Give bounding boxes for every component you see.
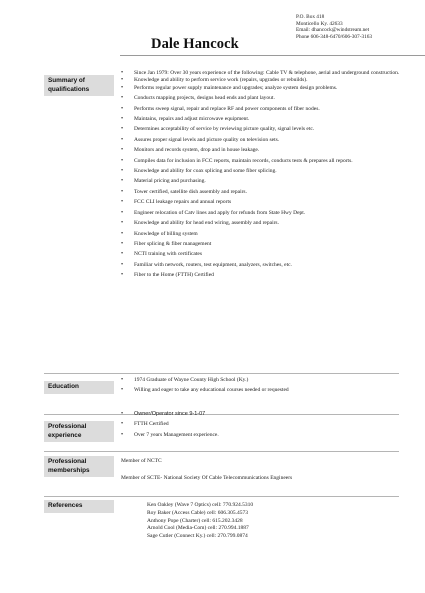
list-item: • Willing and eager to take any educational courses needed or requested — [121, 387, 289, 394]
section-heading-summary — [44, 75, 114, 96]
list-item: • 1974 Graduate of Wayne County High School (Ky.) — [121, 377, 249, 383]
education-list — [119, 377, 401, 395]
reference-item: Arnold Cool (Media-Com) cell: 270.994.1887 — [147, 525, 249, 532]
list-item: • Performs regular power supply maintenance and upgrades; analyze system design problems. — [121, 84, 338, 91]
section-heading-experience-line2: experience — [48, 431, 82, 439]
header-divider — [120, 55, 425, 56]
membership-nctc: Member of NCTC — [121, 458, 162, 464]
list-item: • Owner/Operator since 9-1-07 — [121, 411, 206, 417]
section-heading-memberships-line1: Professional — [48, 458, 87, 465]
list-item: • Maintains, repairs and adjust microwave equipment. — [121, 116, 250, 123]
contact-email: Email: dhancock@windstream.net — [296, 27, 370, 34]
membership-scte: Member of SCTE- National Society Of Cable Telecommunications Engineers — [121, 475, 293, 481]
list-item: • Conducts mapping projects, designs head ends and plant layout. — [121, 95, 275, 102]
resume-name: Dale Hancock — [151, 36, 239, 52]
list-item: • Assures proper signal levels and picture quality on television sets. — [121, 136, 280, 143]
section-heading-memberships — [44, 456, 114, 477]
list-item: • Fiber splicing & fiber management — [121, 240, 212, 247]
reference-item: Ken Oakley (Wave 7 Optics) cell: 770.924.5310 — [147, 502, 254, 508]
reference-item: Anthony Pope (Charter) cell: 615.202.3428 — [147, 517, 243, 524]
list-item: • Knowledge and ability for coax splicing and some fiber splicing. — [121, 168, 277, 175]
section-heading-summary-line2: qualifications — [48, 85, 90, 93]
list-item: • Knowledge of billing system — [121, 230, 198, 237]
section-heading-experience — [44, 421, 114, 442]
list-item: • Since Jan 1979: Over 30 years experience of the following: Cable TV & telephone, aerial and underground construction. — [121, 70, 400, 76]
list-item: • Engineer relocation of Catv lines and apply for refunds from State Hwy Dept. — [121, 209, 306, 216]
contact-address: P.O. Box 418 — [296, 14, 325, 20]
section-divider — [44, 451, 399, 452]
list-item: • FCC CLI leakage repairs and annual reports — [121, 199, 232, 206]
section-heading-references-text: References — [48, 502, 83, 509]
contact-block — [296, 14, 372, 40]
list-item: • Tower certified, satellite dish assembly and repairs. — [121, 188, 247, 195]
contact-city: Monticello Ky. 42633 — [296, 20, 343, 27]
section-divider — [44, 496, 399, 497]
list-item: • Monitors and records system, drop and in house leakage. — [121, 147, 260, 154]
reference-item: Sage Cutler (Connect Ky.) cell: 270.799.0874 — [147, 533, 248, 540]
section-heading-references — [44, 500, 114, 513]
list-item: • Performs sweep signal, repair and replace RF and power components of fiber nodes. — [121, 105, 320, 112]
list-item: • Knowledge and ability to perform service work (repairs, upgrades or rebuilds). — [121, 77, 308, 84]
list-item: • Fiber to the Home (FTTH) Certified — [121, 272, 214, 279]
list-item: • Over 7 years Management experience. — [121, 431, 219, 438]
list-item: • Material pricing and purchasing. — [121, 178, 206, 185]
section-heading-experience-line1: Professional — [48, 423, 87, 430]
list-item: • Determines acceptability of service by reviewing picture quality, signal levels etc. — [121, 126, 315, 133]
list-item: • Knowledge and ability for head end wiring, assembly and repairs. — [121, 220, 279, 227]
list-item: • FTTH Certified — [121, 421, 169, 428]
summary-list — [119, 70, 401, 280]
section-heading-education — [44, 381, 114, 394]
experience-list — [119, 411, 401, 439]
list-item: • NCTI training with certificates — [121, 251, 202, 258]
list-item: • Familiar with network, routers, test equipment, analyzers, switches, etc. — [121, 261, 292, 268]
list-item: • Compiles data for inclusion in FCC reports, maintain records, conducts tests & prepares all reports. — [121, 157, 353, 164]
references-list — [147, 502, 253, 541]
section-heading-memberships-line2: memberships — [48, 466, 90, 474]
section-heading-education-text: Education — [48, 383, 79, 390]
contact-phone: Phone 606-348-6470/606-307-3163 — [296, 33, 373, 40]
section-heading-summary-line1: Summary of — [48, 77, 85, 84]
reference-item: Roy Baker (Access Cable) cell: 606.305.4573 — [147, 509, 248, 516]
section-divider — [44, 373, 399, 374]
